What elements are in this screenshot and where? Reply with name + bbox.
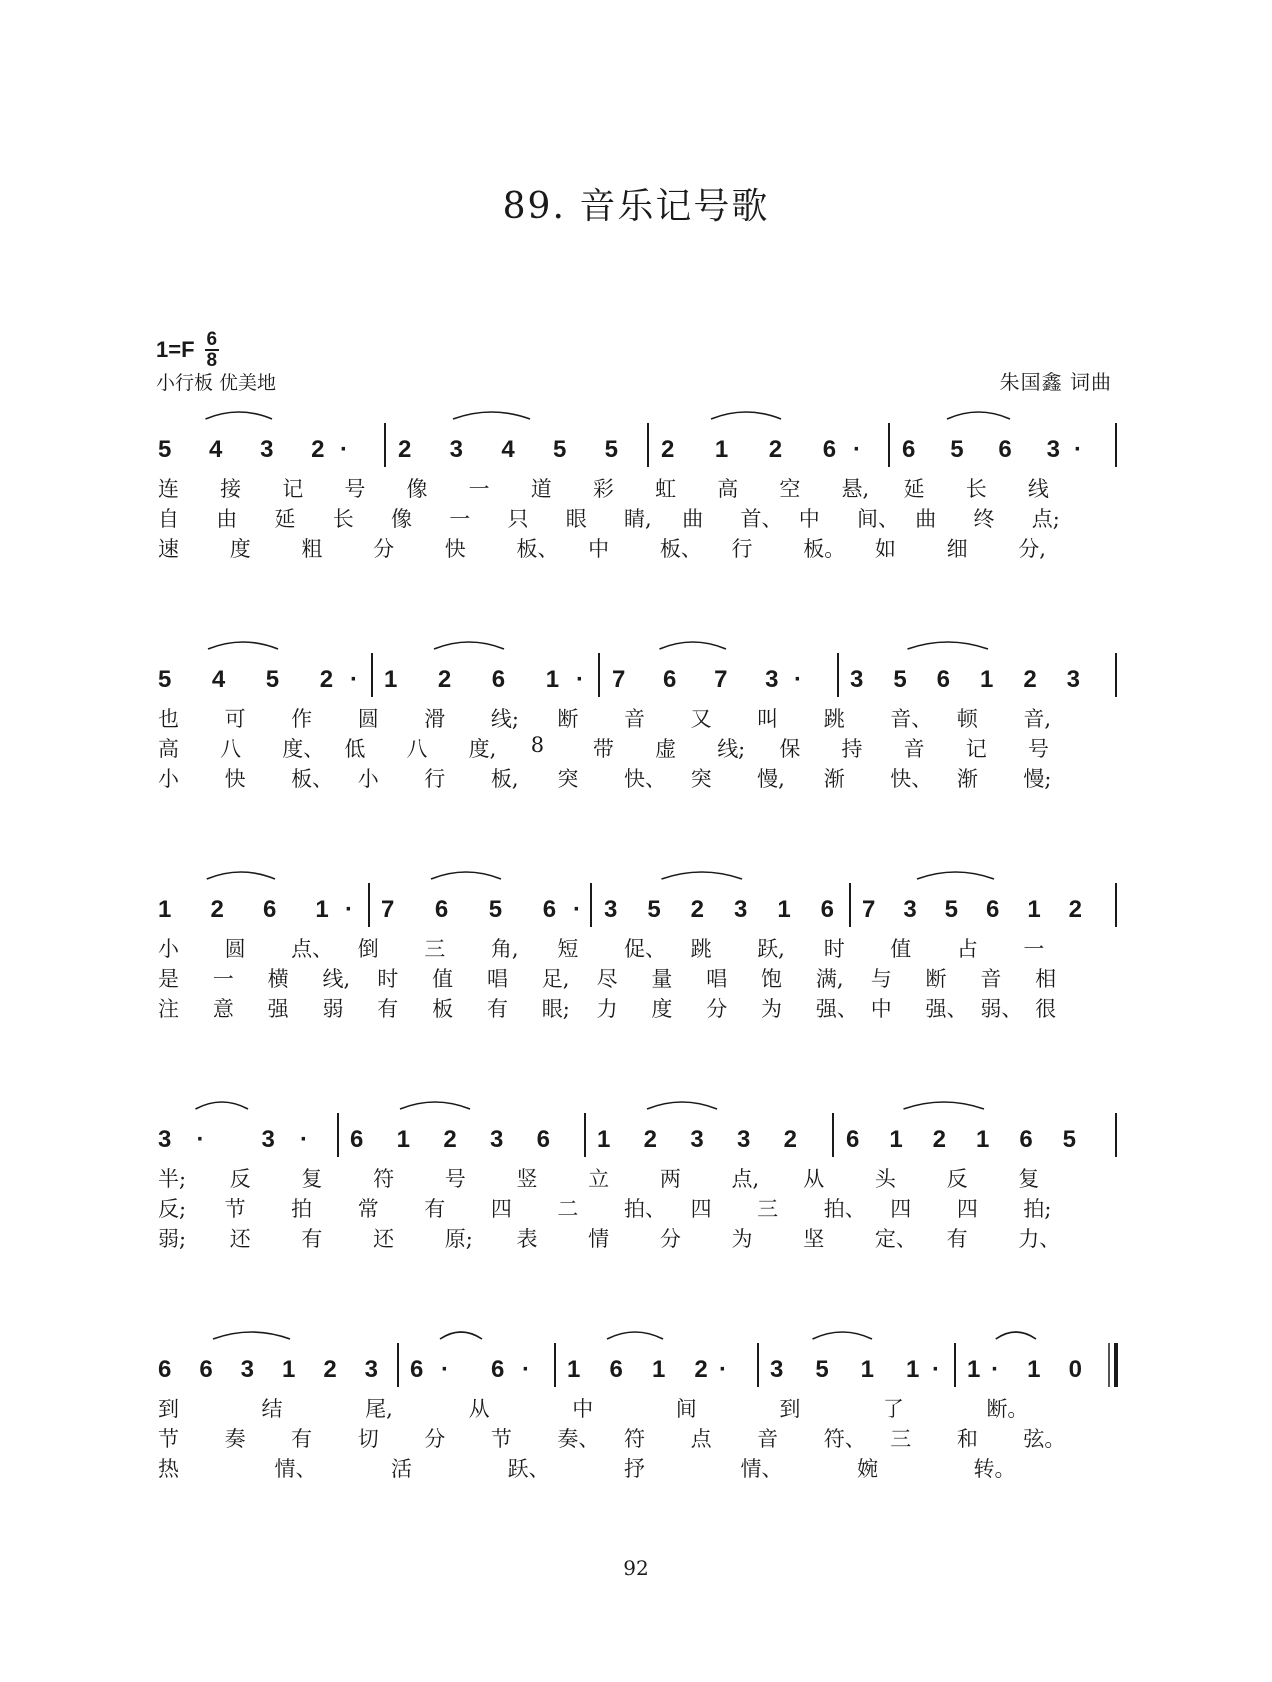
lyric-syllable: 是 xyxy=(158,967,179,991)
lyric-syllable: 时 xyxy=(377,967,399,991)
lyric-syllable: 奏、 xyxy=(557,1427,600,1451)
lyric-syllable: 有 xyxy=(301,1227,323,1251)
lyric-syllable: 终 xyxy=(973,507,995,531)
lyric-syllable: 分, xyxy=(1018,537,1046,561)
lyric-syllable: 像 xyxy=(406,477,428,501)
lyric-syllable: 还 xyxy=(229,1227,251,1251)
slur xyxy=(908,642,989,649)
lyric-syllable: 跃, xyxy=(757,937,785,961)
lyric-syllable: 线, xyxy=(322,967,351,991)
notation-line xyxy=(0,635,1272,705)
lyric-syllable: 符、 xyxy=(823,1427,866,1451)
slur xyxy=(213,1332,290,1339)
lyric-syllable: 一 xyxy=(212,967,234,991)
lyric-syllable: 切 xyxy=(357,1427,379,1451)
lyric-syllable: 复 xyxy=(1018,1167,1040,1191)
measure: 3· 3· xyxy=(158,1126,308,1153)
slur xyxy=(917,872,994,879)
lyric-syllable: 连 xyxy=(158,477,179,501)
lyric-syllable: 度 xyxy=(651,997,673,1021)
lyric-syllable: 情 xyxy=(588,1227,610,1251)
lyric-syllable: 慢; xyxy=(1023,767,1052,791)
lyric-syllable: 四 xyxy=(690,1197,712,1221)
lyric-syllable: 慢, xyxy=(757,767,785,791)
lyric-syllable: 热 xyxy=(158,1457,179,1481)
score-system xyxy=(0,635,1272,865)
measure: 1 2 6 1· xyxy=(158,896,353,923)
lyric-syllable: 反 xyxy=(946,1167,968,1191)
lyric-syllable: 意 xyxy=(212,997,234,1021)
lyric-syllable: 弱 xyxy=(322,997,344,1021)
lyric-syllable: 只 xyxy=(507,507,529,531)
lyric-syllable: 为 xyxy=(761,997,783,1021)
lyric-syllable: 也 xyxy=(158,707,179,731)
lyric-syllable: 跃、 xyxy=(507,1457,550,1481)
measure: 3 5 6 1 2 3 xyxy=(850,666,1080,693)
lyric-syllable: 足, xyxy=(541,967,570,991)
lyric-syllable: 点, xyxy=(731,1167,760,1191)
lyric-syllable: 和 xyxy=(956,1427,978,1451)
lyric-syllable: 度, xyxy=(468,737,497,761)
lyric-syllable: 原; xyxy=(444,1227,473,1251)
lyric-syllable: 音、 xyxy=(890,707,933,731)
slur xyxy=(400,1102,470,1109)
measure: 1· 1 0 xyxy=(967,1356,1082,1383)
lyric-syllable: 自 xyxy=(158,507,179,531)
lyric-syllable: 虹 xyxy=(655,477,677,501)
lyric-syllable: 值 xyxy=(432,967,454,991)
lyric-syllable: 像 xyxy=(391,507,412,531)
lyric-syllable: 弦。 xyxy=(1023,1427,1066,1451)
lyric-syllable: 反 xyxy=(229,1167,251,1191)
lyric-syllable: 又 xyxy=(690,707,712,731)
lyric-syllable: 眼 xyxy=(565,507,587,531)
measure: 6 6 3 1 2 3 xyxy=(158,1356,378,1383)
lyric-syllable: 彩 xyxy=(592,477,614,501)
lyric-syllable: 快 xyxy=(444,537,466,561)
measure: 1 2 3 3 2 xyxy=(597,1126,797,1153)
lyric-syllable: 板 xyxy=(432,997,454,1021)
lyric-syllable: 奏 xyxy=(224,1427,246,1451)
measure: 6· 6· xyxy=(410,1356,530,1383)
score-system xyxy=(0,865,1272,1095)
lyric-syllable: 首、 xyxy=(740,507,783,531)
lyric-syllable: 时 xyxy=(823,937,845,961)
lyric-syllable: 节 xyxy=(490,1427,512,1451)
lyric-syllable: 符 xyxy=(624,1427,645,1451)
lyric-syllable: 突 xyxy=(690,767,712,791)
lyric-syllable: 活 xyxy=(391,1457,412,1481)
lyric-syllable: 号 xyxy=(344,477,366,501)
lyric-syllable: 音, xyxy=(1023,707,1052,731)
lyric-syllable: 情、 xyxy=(274,1457,317,1481)
lyric-syllable: 力、 xyxy=(1018,1227,1061,1251)
lyric-syllable: 值 xyxy=(890,937,912,961)
lyric-syllable: 四 xyxy=(956,1197,978,1221)
slur xyxy=(660,642,727,649)
lyric-syllable: 四 xyxy=(890,1197,912,1221)
lyric-syllable: 点、 xyxy=(291,937,334,961)
lyric-syllable: 分 xyxy=(373,537,395,561)
time-numerator: 6 xyxy=(206,329,218,350)
lyric-syllable: 弱、 xyxy=(980,997,1023,1021)
score-system xyxy=(0,405,1272,635)
lyric-syllable: 低 xyxy=(344,737,366,761)
lyric-syllable: 板、 xyxy=(291,767,334,791)
lyric-syllable: 长 xyxy=(965,477,987,501)
lyric-syllable: 一 xyxy=(468,477,490,501)
lyric-syllable: 情、 xyxy=(740,1457,783,1481)
key-label: 1=F xyxy=(156,337,195,362)
lyric-syllable: 三 xyxy=(424,937,446,961)
lyric-syllable: 小 xyxy=(158,767,179,791)
lyric-syllable: 延 xyxy=(274,507,296,531)
lyric-syllable: 顿 xyxy=(956,707,978,731)
lyric-syllable: 延 xyxy=(903,477,925,501)
measure: 3 5 1 1· xyxy=(770,1356,940,1383)
lyric-syllable: 如 xyxy=(874,537,896,561)
lyric-syllable: 行 xyxy=(424,767,446,791)
lyric-syllable: 尽 xyxy=(596,967,618,991)
lyric-syllable: 空 xyxy=(779,477,801,501)
lyric-syllable: 带 xyxy=(592,737,614,761)
lyric-syllable: 粗 xyxy=(301,537,323,561)
lyric-syllable: 角, xyxy=(490,937,519,961)
lyric-syllable: 音 xyxy=(903,737,925,761)
lyric-syllable: 强、 xyxy=(925,997,968,1021)
lyric-syllable: 与 xyxy=(870,967,892,991)
lyric-syllable: 作 xyxy=(291,707,313,731)
lyric-syllable: 滑 xyxy=(424,707,446,731)
lyric-syllable: 三 xyxy=(890,1427,912,1451)
lyric-syllable: 眼; xyxy=(541,997,570,1021)
slur xyxy=(813,1332,873,1339)
lyric-syllable: 跳 xyxy=(690,937,712,961)
lyric-syllable: 虚 xyxy=(655,737,677,761)
lyric-syllable: 号 xyxy=(1027,737,1049,761)
lyric-syllable: 有 xyxy=(291,1427,313,1451)
lyric-syllable: 满, xyxy=(815,967,844,991)
lyric-syllable: 快、 xyxy=(624,767,666,791)
measure: 6 5 6 3· xyxy=(902,436,1082,463)
lyric-syllable: 高 xyxy=(717,477,739,501)
lyric-syllable: 由 xyxy=(216,507,238,531)
lyric-syllable: 曲 xyxy=(682,507,704,531)
slur xyxy=(434,642,504,649)
notation-line xyxy=(0,1095,1272,1165)
lyric-syllable: 渐 xyxy=(823,767,845,791)
measure: 2 1 2 6· xyxy=(661,436,861,463)
slur xyxy=(711,412,781,419)
lyric-syllable: 唱 xyxy=(486,967,508,991)
slur xyxy=(196,1102,249,1109)
lyric-syllable: 力 xyxy=(596,997,618,1021)
lyric-syllable: 从 xyxy=(803,1167,825,1191)
lyric-syllable: 有 xyxy=(424,1197,446,1221)
lyric-syllable: 快 xyxy=(224,767,246,791)
slur xyxy=(647,1102,717,1109)
measure: 6 1 2 3 6 xyxy=(350,1126,550,1153)
lyric-syllable: 四 xyxy=(490,1197,512,1221)
lyric-syllable: 弱; xyxy=(158,1227,187,1251)
lyric-syllable: 三 xyxy=(757,1197,779,1221)
lyric-syllable: 板、 xyxy=(659,537,702,561)
lyric-syllable: 断 xyxy=(557,707,579,731)
page-number: 92 xyxy=(623,1556,649,1580)
lyric-syllable: 圆 xyxy=(357,707,379,731)
time-denominator: 8 xyxy=(206,350,218,371)
lyric-syllable: 横 xyxy=(267,967,289,991)
lyric-syllable: 节 xyxy=(224,1197,246,1221)
lyric-syllable: 立 xyxy=(588,1167,610,1191)
score-system xyxy=(0,1325,1272,1555)
lyric-syllable: 号 xyxy=(444,1167,466,1191)
lyric-syllable: 突 xyxy=(557,767,579,791)
slur xyxy=(440,1332,482,1339)
lyric-syllable: 坚 xyxy=(803,1227,825,1251)
lyric-syllable: 竖 xyxy=(516,1167,538,1191)
lyric-syllable: 线; xyxy=(490,707,519,731)
lyric-syllable: 记 xyxy=(965,737,987,761)
song-title: 89. 音乐记号歌 xyxy=(502,186,770,227)
lyric-syllable: 八 xyxy=(406,737,428,761)
lyric-syllable: 拍、 xyxy=(823,1197,866,1221)
slur xyxy=(207,872,275,879)
lyric-syllable: 板。 xyxy=(803,537,846,561)
lyric-syllable: 中 xyxy=(588,537,610,561)
lyric-syllable: 中 xyxy=(798,507,820,531)
lyric-syllable: 到 xyxy=(779,1397,801,1421)
lyric-syllable: 结 xyxy=(261,1397,283,1421)
lyric-syllable: 断。 xyxy=(986,1397,1029,1421)
lyric-syllable: 头 xyxy=(874,1167,896,1191)
lyric-syllable: 拍、 xyxy=(624,1197,666,1221)
lyric-syllable: 速 xyxy=(158,537,179,561)
lyric-syllable: 行 xyxy=(731,537,753,561)
slur xyxy=(662,872,743,879)
slur xyxy=(431,872,501,879)
slur xyxy=(947,412,1010,419)
lyric-syllable: 音 xyxy=(624,707,645,731)
lyric-syllable: 从 xyxy=(468,1397,490,1421)
measure: 2 3 4 5 5 xyxy=(398,436,618,463)
lyric-syllable: 尾, xyxy=(365,1397,393,1421)
lyric-syllable: 有 xyxy=(486,997,508,1021)
notation-line xyxy=(0,1325,1272,1395)
lyric-syllable: 点; xyxy=(1031,507,1060,531)
measure: 1 2 6 1· xyxy=(384,666,584,693)
lyric-syllable: 一 xyxy=(1023,937,1045,961)
lyric-syllable: 渐 xyxy=(956,767,978,791)
lyric-syllable: 高 xyxy=(158,737,179,761)
measure: 7 3 5 6 1 2 xyxy=(862,896,1082,923)
lyric-syllable: 分 xyxy=(424,1427,446,1451)
lyric-syllable: 分 xyxy=(659,1227,681,1251)
lyric-syllable: 很 xyxy=(1035,997,1057,1021)
lyric-syllable: 量 xyxy=(651,967,673,991)
lyric-syllable: 拍 xyxy=(291,1197,313,1221)
lyric-syllable: 婉 xyxy=(857,1457,878,1481)
lyric-syllable: 促、 xyxy=(624,937,666,961)
lyric-syllable: 半; xyxy=(158,1167,187,1191)
lyric-syllable: 板、 xyxy=(516,537,559,561)
lyric-syllable: 间、 xyxy=(857,507,899,531)
lyric-syllable: 还 xyxy=(373,1227,395,1251)
lyric-syllable: 转。 xyxy=(973,1457,1016,1481)
lyric-syllable: 注 xyxy=(158,997,179,1021)
lyric-syllable: 细 xyxy=(946,537,968,561)
lyric-syllable: 有 xyxy=(377,997,399,1021)
lyric-syllable: 为 xyxy=(731,1227,753,1251)
lyric-syllable: 点 xyxy=(690,1427,712,1451)
lyric-syllable: 睛, xyxy=(624,507,652,531)
lyric-syllable: 二 xyxy=(557,1197,579,1221)
lyric-syllable: 抒 xyxy=(624,1457,645,1481)
lyric-syllable: 有 xyxy=(946,1227,968,1251)
lyric-syllable: 度 xyxy=(229,537,251,561)
slur xyxy=(206,412,273,419)
lyric-syllable: 强 xyxy=(267,997,289,1021)
lyric-syllable: 饱 xyxy=(761,967,783,991)
measure: 5 4 3 2· xyxy=(158,436,348,463)
score-system xyxy=(0,1095,1272,1325)
lyric-syllable: 接 xyxy=(220,477,242,501)
lyric-syllable: 记 xyxy=(282,477,304,501)
lyric-syllable: 强、 xyxy=(815,997,858,1021)
key-signature xyxy=(156,330,219,370)
lyric-syllable: 板, xyxy=(490,767,519,791)
measure: 5 4 5 2· xyxy=(158,666,358,693)
lyric-syllable: 跳 xyxy=(823,707,845,731)
lyric-syllable: 持 xyxy=(841,737,863,761)
measure: 1 6 1 2· xyxy=(567,1356,727,1383)
lyric-syllable: 快、 xyxy=(890,767,933,791)
lyric-syllable: 曲 xyxy=(915,507,937,531)
slur xyxy=(904,1102,985,1109)
lyric-syllable: 八 xyxy=(220,737,242,761)
lyric-syllable: 常 xyxy=(357,1197,379,1221)
slur xyxy=(607,1332,663,1339)
lyric-syllable: 长 xyxy=(332,507,354,531)
lyric-syllable: 叫 xyxy=(757,707,779,731)
lyric-syllable: 音 xyxy=(757,1427,779,1451)
lyric-syllable: 道 xyxy=(530,477,552,501)
slur xyxy=(453,412,530,419)
measure: 7 6 7 3· xyxy=(612,666,802,693)
lyric-syllable: 小 xyxy=(357,767,379,791)
lyric-syllable: 反; xyxy=(158,1197,187,1221)
lyric-syllable: 中 xyxy=(572,1397,594,1421)
measure: 3 5 2 3 1 6 xyxy=(604,896,834,923)
lyric-syllable: 保 xyxy=(779,737,801,761)
composer-credit: 朱国鑫 词曲 xyxy=(999,370,1112,394)
lyric-syllable: 间 xyxy=(675,1397,697,1421)
lyric-syllable: 相 xyxy=(1035,967,1057,991)
lyric-syllable: 可 xyxy=(224,707,246,731)
tempo-marking: 小行板 优美地 xyxy=(156,372,277,394)
measure: 7 6 5 6· xyxy=(381,896,581,923)
notation-line xyxy=(0,865,1272,935)
lyric-syllable: 符 xyxy=(373,1167,395,1191)
slur xyxy=(208,642,278,649)
lyric-syllable: 表 xyxy=(516,1227,538,1251)
lyric-syllable: 8 xyxy=(530,733,545,757)
time-signature xyxy=(205,330,220,370)
lyric-syllable: 了 xyxy=(882,1397,904,1421)
lyric-syllable: 拍; xyxy=(1023,1197,1052,1221)
lyric-syllable: 音 xyxy=(980,967,1002,991)
lyric-syllable: 到 xyxy=(158,1397,179,1421)
lyric-syllable: 小 xyxy=(158,937,179,961)
lyric-syllable: 占 xyxy=(956,937,978,961)
lyric-syllable: 断 xyxy=(925,967,947,991)
notation-line xyxy=(0,405,1272,475)
lyric-syllable: 线 xyxy=(1027,477,1049,501)
lyric-syllable: 倒 xyxy=(357,937,379,961)
lyric-syllable: 圆 xyxy=(224,937,246,961)
lyric-syllable: 复 xyxy=(301,1167,323,1191)
lyric-syllable: 线; xyxy=(717,737,746,761)
lyric-syllable: 分 xyxy=(706,997,728,1021)
lyric-syllable: 短 xyxy=(557,937,579,961)
lyric-syllable: 节 xyxy=(158,1427,179,1451)
lyric-syllable: 唱 xyxy=(706,967,728,991)
measure: 6 1 2 1 6 5 xyxy=(846,1126,1076,1153)
lyric-syllable: 悬, xyxy=(841,477,870,501)
lyric-syllable: 一 xyxy=(449,507,471,531)
lyric-syllable: 度、 xyxy=(282,737,325,761)
lyric-syllable: 两 xyxy=(659,1167,681,1191)
lyric-syllable: 定、 xyxy=(874,1227,917,1251)
lyric-syllable: 中 xyxy=(870,997,892,1021)
slur xyxy=(996,1332,1036,1339)
